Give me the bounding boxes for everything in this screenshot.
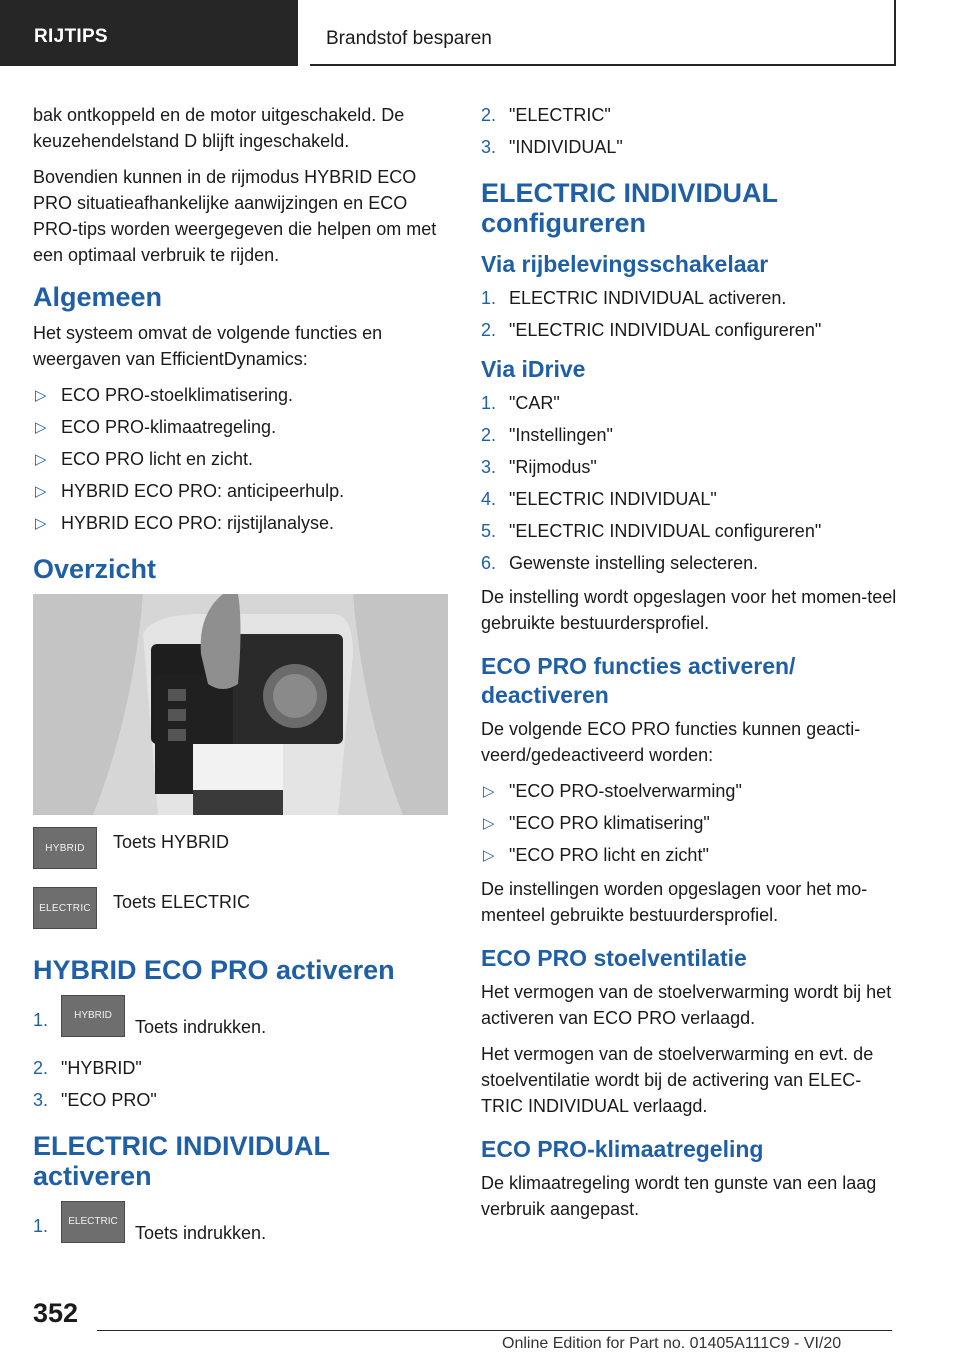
center-console-illustration: [33, 594, 448, 815]
numbered-list: [481, 390, 901, 576]
paragraph: De instelling wordt opgeslagen voor het momen-teel gebruikte bestuurdersprofiel.: [481, 587, 897, 633]
list-item: ▷ "ECO PRO-stoelverwarming": [481, 778, 901, 804]
heading-via-rijbelevingsschakelaar: Via rijbelevingsschakelaar: [481, 251, 769, 277]
list-item: 2. "HYBRID": [33, 1058, 142, 1078]
list-item: ▷ ECO PRO-stoelklimatisering.: [33, 382, 448, 408]
section-label: RIJTIPS: [34, 26, 108, 47]
bullet-list: [33, 382, 448, 536]
list-item: 1. ELECTRICToets indrukken.: [33, 1203, 448, 1255]
list-item: 1. HYBRIDToets indrukken.: [33, 997, 448, 1049]
numbered-list: [33, 1203, 448, 1255]
list-item: 4. "ELECTRIC INDIVIDUAL": [481, 489, 717, 509]
list-item: ▷ HYBRID ECO PRO: anticipeerhulp.: [33, 478, 448, 504]
triangle-bullet-icon: ▷: [483, 815, 495, 832]
bullet-list: [481, 778, 901, 868]
chapter-tab: [310, 0, 896, 66]
list-item: 6. Gewenste instelling selecteren.: [481, 553, 759, 573]
list-item: 3. "Rijmodus": [481, 457, 597, 477]
numbered-list: [33, 997, 448, 1113]
list-item: ▷ ECO PRO licht en zicht.: [33, 446, 448, 472]
triangle-bullet-icon: ▷: [483, 847, 495, 864]
legend-text: Toets ELECTRIC: [113, 892, 251, 912]
numbered-list: [481, 285, 901, 343]
chapter-title: Brandstof besparen: [326, 28, 492, 49]
paragraph: De volgende ECO PRO functies kunnen geacti-veerd/gedeactiveerd worden:: [481, 719, 861, 765]
paragraph: Het vermogen van de stoelverwarming en evt. de stoelventilatie wordt bij de activering van ELEC-TRIC INDIVIDUAL verlaagd.: [481, 1044, 874, 1116]
list-item: 5. "ELECTRIC INDIVIDUAL configureren": [481, 521, 822, 541]
heading-via-idrive: Via iDrive: [481, 356, 586, 382]
paragraph: De instellingen worden opgeslagen voor het mo-menteel gebruikte bestuurdersprofiel.: [481, 879, 868, 925]
list-item: 2. "Instellingen": [481, 425, 613, 445]
list-item: 3. "ECO PRO": [33, 1090, 157, 1110]
hybrid-button-icon: HYBRID: [61, 995, 125, 1037]
triangle-bullet-icon: ▷: [35, 515, 47, 532]
list-item: 3. "INDIVIDUAL": [481, 137, 623, 157]
paragraph: Het systeem omvat de volgende functies en weergaven van EfficientDynamics:: [33, 323, 383, 369]
list-item: 2. "ELECTRIC": [481, 105, 611, 125]
page-number: 352: [33, 1298, 79, 1328]
left-column: [33, 102, 448, 1263]
heading-electric-individual-activeren: ELECTRIC INDIVIDUAL activeren: [33, 1131, 330, 1191]
legend-text: Toets HYBRID: [113, 832, 230, 852]
heading-overzicht: Overzicht: [33, 554, 157, 584]
heading-hybrid-eco-pro: HYBRID ECO PRO activeren: [33, 955, 395, 985]
page-header: [0, 0, 960, 66]
electric-button-icon: ELECTRIC: [33, 887, 97, 929]
list-item: 1. ELECTRIC INDIVIDUAL activeren.: [481, 288, 787, 308]
heading-eco-pro-klimaatregeling: ECO PRO-klimaatregeling: [481, 1136, 764, 1162]
triangle-bullet-icon: ▷: [35, 419, 47, 436]
numbered-list: [481, 102, 901, 160]
triangle-bullet-icon: ▷: [35, 451, 47, 468]
heading-eco-pro-functies: ECO PRO functies activeren/ deactiveren: [481, 653, 796, 708]
button-legend-hybrid: [33, 827, 448, 869]
edition-text: Online Edition for Part no. 01405A111C9 - VI/20: [502, 1335, 842, 1352]
heading-eco-pro-stoelventilatie: ECO PRO stoelventilatie: [481, 945, 747, 971]
paragraph: De klimaatregeling wordt ten gunste van een laag verbruik aangepast.: [481, 1173, 877, 1219]
list-item: ▷ ECO PRO-klimaatregeling.: [33, 414, 448, 440]
heading-electric-individual-configureren: ELECTRIC INDIVIDUAL configureren: [481, 178, 778, 238]
section-tab: [0, 0, 298, 66]
triangle-bullet-icon: ▷: [35, 483, 47, 500]
hybrid-button-icon: HYBRID: [33, 827, 97, 869]
footer-divider: [97, 1330, 892, 1331]
triangle-bullet-icon: ▷: [35, 387, 47, 404]
paragraph: Bovendien kunnen in de rijmodus HYBRID ECO PRO situatieafhankelijke aanwijzingen en ECO PRO-tips worden weergegeven die helpen om met een optimaal verbruik te rijden.: [33, 167, 437, 265]
paragraph: bak ontkoppeld en de motor uitgeschakeld. De keuzehendelstand D blijft ingeschakeld.: [33, 105, 405, 151]
triangle-bullet-icon: ▷: [483, 783, 495, 800]
list-item: 2. "ELECTRIC INDIVIDUAL configureren": [481, 320, 822, 340]
right-column: [481, 102, 901, 1232]
list-item: 1. "CAR": [481, 393, 560, 413]
list-item: ▷ "ECO PRO licht en zicht": [481, 842, 901, 868]
list-item: ▷ HYBRID ECO PRO: rijstijlanalyse.: [33, 510, 448, 536]
electric-button-icon: ELECTRIC: [61, 1201, 125, 1243]
paragraph: Het vermogen van de stoelverwarming wordt bij het activeren van ECO PRO verlaagd.: [481, 982, 892, 1028]
center-console-photo: [33, 594, 448, 815]
heading-algemeen: Algemeen: [33, 282, 163, 312]
list-item: ▷ "ECO PRO klimatisering": [481, 810, 901, 836]
button-legend-electric: [33, 887, 448, 929]
